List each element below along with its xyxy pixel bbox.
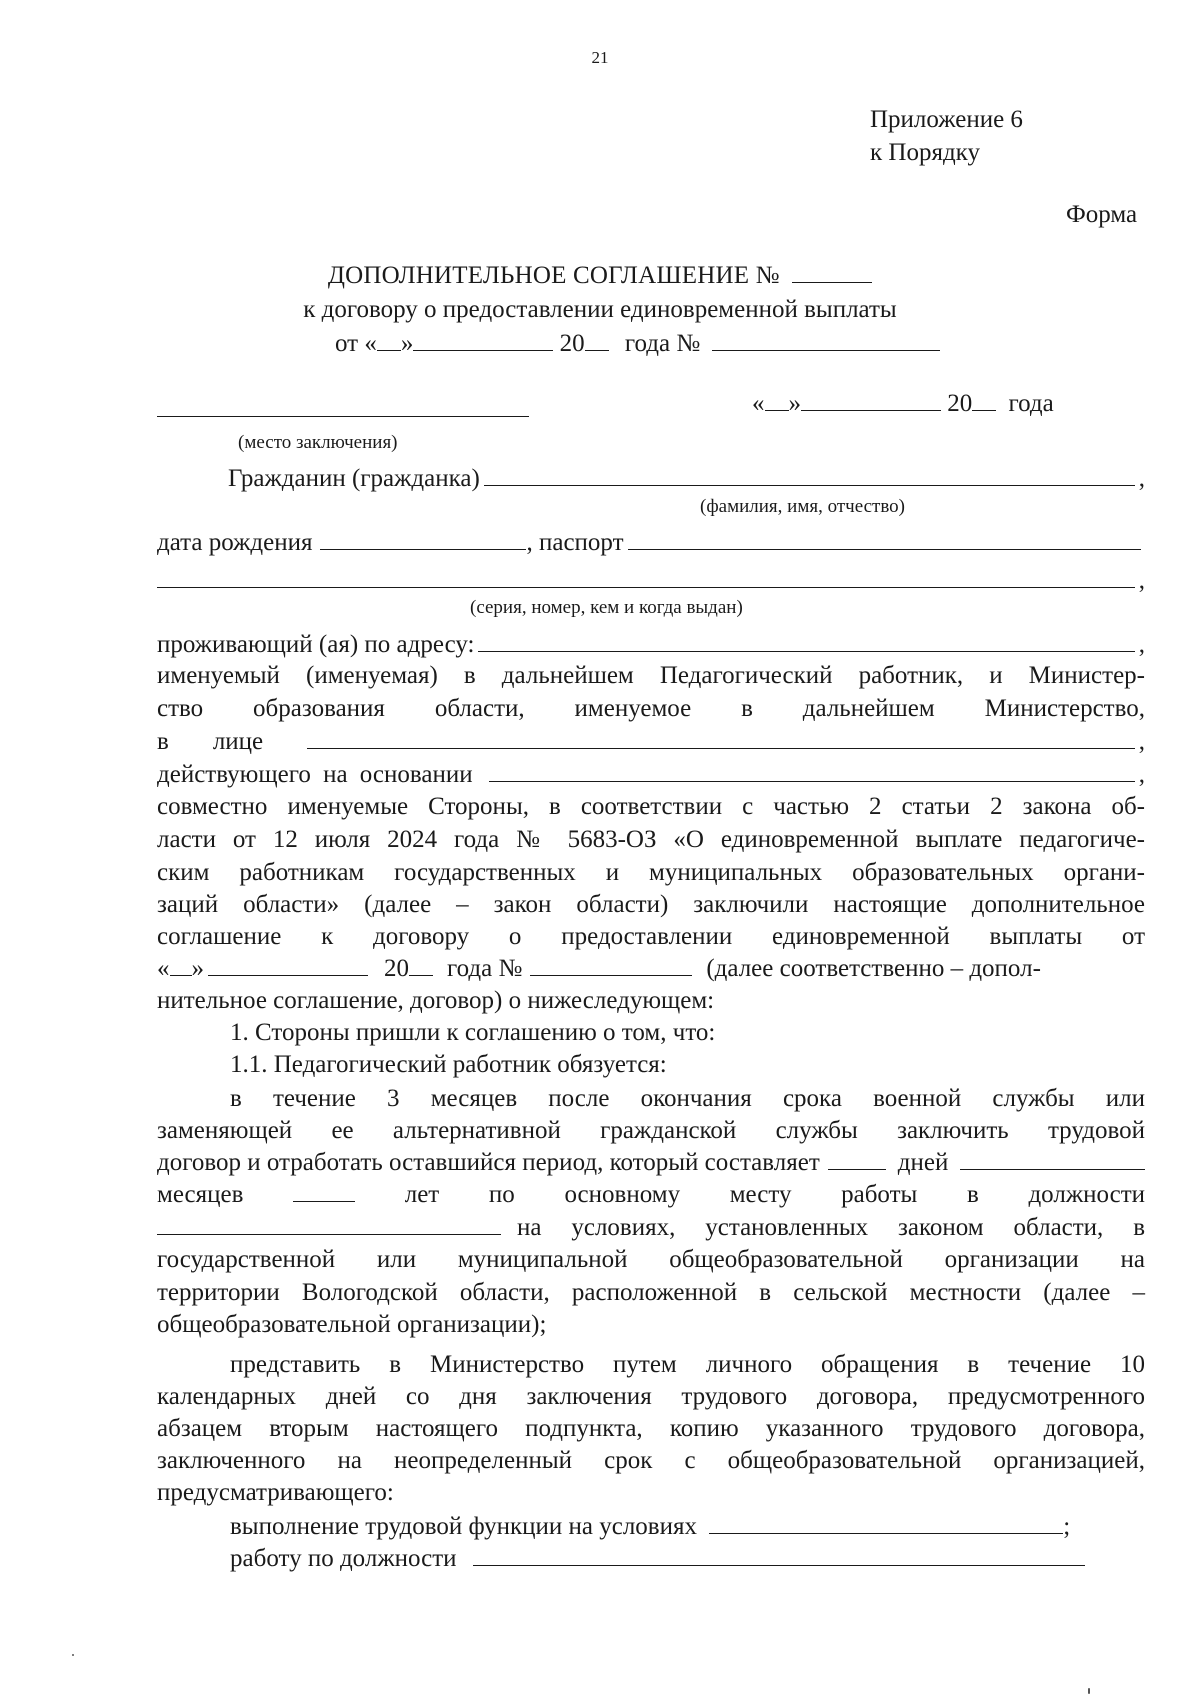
sub-line-1: в течение 3 месяцев после окончания срока военной службы или: [230, 1085, 1145, 1112]
form-label: Форма: [1066, 201, 1138, 228]
conclusion-date: « » 20 года: [752, 390, 1054, 417]
page-number: 21: [591, 48, 609, 67]
agreement-number-blank: [792, 262, 872, 283]
annex-line-2: к Порядку: [870, 139, 980, 166]
body-line-7: ским работникам государственных и муниципальных образовательных органи-: [157, 859, 1145, 886]
scan-speck: [72, 1654, 74, 1656]
present-line-3: абзацем вторым настоящего подпункта, копию указанного трудового договора,: [157, 1415, 1145, 1442]
present-line-5: предусматривающего:: [157, 1479, 394, 1506]
body-line-2: ство образования области, именуемое в дальнейшем Министерство,: [157, 695, 1145, 722]
body-line-8: заций области» (далее – закон области) заключили настоящие дополнительное: [157, 891, 1145, 918]
body-line-1: именуемый (именуемая) в дальнейшем Педагогический работник, и Министер-: [157, 662, 1145, 689]
scan-mark: [1088, 1688, 1090, 1694]
months-line: месяцев лет по основному месту работы в должности: [157, 1181, 1145, 1208]
clause-1-1: 1.1. Педагогический работник обязуется:: [230, 1051, 667, 1078]
position-work-line: работу по должности: [230, 1544, 1085, 1574]
body-line-9: соглашение к договору о предоставлении единовременной выплаты от: [157, 923, 1145, 950]
sub-line-2: заменяющей ее альтернативной гражданской службы заключить трудовой: [157, 1117, 1145, 1144]
body-line-11: нительное соглашение, договор) о нижеследующем:: [157, 987, 715, 1014]
passport-caption: (серия, номер, кем и когда выдан): [470, 597, 743, 618]
present-line-1: представить в Министерство путем личного обращения в течение 10: [230, 1351, 1145, 1378]
document-title: [0, 262, 1200, 290]
citizen-line: Гражданин (гражданка) ,: [228, 465, 1145, 492]
sub-line-8: общеобразовательной организации);: [157, 1311, 547, 1338]
address-line: проживающий (ая) по адресу: ,: [157, 631, 1145, 658]
place-caption: (место заключения): [238, 432, 398, 453]
contract-date-line: « » 20 года № (далее соответственно – допол-: [157, 955, 1041, 982]
period-line: договор и отработать оставшийся период, который составляет дней: [157, 1148, 1145, 1178]
citizen-caption: (фамилия, имя, отчество): [700, 496, 906, 517]
annex-heading: [870, 103, 1023, 169]
sub-line-6: государственной или муниципальной общеобразовательной организации на: [157, 1246, 1145, 1273]
present-line-2: календарных дней со дня заключения трудового договора, предусмотренного: [157, 1383, 1145, 1410]
position-line: на условиях, установленных законом области, в: [157, 1213, 1145, 1243]
present-line-4: заключенного на неопределенный срок с общеобразовательной организацией,: [157, 1447, 1145, 1474]
title-line-1: ДОПОЛНИТЕЛЬНОЕ СОГЛАШЕНИЕ №: [327, 262, 780, 289]
sub-line-7: территории Вологодской области, расположенной в сельской местности (далее –: [157, 1279, 1145, 1306]
title-line-2: к договору о предоставлении единовременной выплаты: [303, 296, 897, 323]
representative-line: в лице ,: [157, 728, 1145, 755]
body-line-5: совместно именуемые Стороны, в соответствии с частью 2 статьи 2 закона об-: [157, 793, 1145, 820]
body-line-6: ласти от 12 июля 2024 года № 5683-ОЗ «О единовременной выплате педагогиче-: [157, 826, 1145, 853]
birth-passport-line: дата рождения , паспорт: [157, 528, 1145, 558]
place-blank: [157, 396, 529, 424]
basis-line: действующего на основании ,: [157, 761, 1145, 788]
title-line-3: от « » 20 года №: [335, 330, 940, 358]
annex-line-1: Приложение 6: [870, 106, 1023, 133]
passport-continuation-line: ,: [157, 566, 1145, 596]
clause-1: 1. Стороны пришли к соглашению о том, что:: [230, 1019, 716, 1046]
labor-function-line: выполнение трудовой функции на условиях ;: [230, 1513, 1071, 1540]
